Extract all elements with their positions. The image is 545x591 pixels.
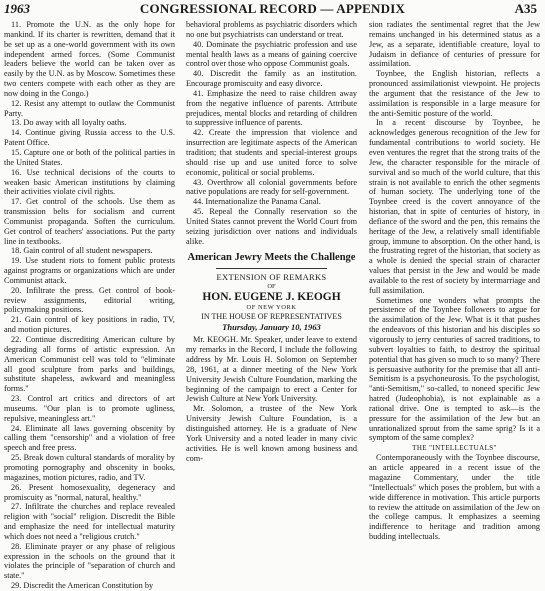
speaker-state: OF NEW YORK <box>246 304 297 312</box>
paragraph: 11. Promote the U.N. as the only hope for mankind. If its charter is rewritten, demand that it be set up as a one-world government with its own independent armed forces. (Some Communist leaders believe the world can be taken over as easily by the U.N. as by Moscow. Sometimes these two centers compete with each other as they are now doing in the Congo.) <box>4 20 175 98</box>
section-subhead: THE "INTELLECTUALS" <box>412 444 497 453</box>
paragraph: 18. Gain control of all student newspapers. <box>11 246 153 256</box>
paragraph: 22. Continue discrediting American culture by degrading all forms of artistic expression. An American Communist cell was told to "eliminate all good sculpture from parks and buildings, substitute shapeless, awkward and meaningless forms." <box>4 335 175 394</box>
paragraph: 26. Present homosexuality, degeneracy and promiscuity as "normal, natural, healthy." <box>4 482 175 502</box>
paragraph: 16. Use technical decisions of the courts to weaken basic American institutions by claiming their activities violate civil rights. <box>4 167 175 197</box>
header-year: 1963 <box>4 1 30 16</box>
page-header <box>0 0 545 18</box>
paragraph: 40. Dominate the psychiatric profession and use mental health laws as a means of gaining coercive control over those who oppose Communist goals. <box>186 39 357 69</box>
header-page-number: A35 <box>514 1 537 16</box>
paragraph: 25. Break down cultural standards of morality by promoting pornography and obscenity in books, magazines, motion pictures, radio, and TV. <box>4 453 175 482</box>
chamber-label: IN THE HOUSE OF REPRESENTATIVES <box>201 312 342 322</box>
paragraph: 42. Create the impression that violence and insurrection are legitimate aspects of the American tradition; that students and special-interest groups should rise up and use united force to solve economic, political or social problems. <box>186 128 357 177</box>
paragraph: 41. Emphasize the need to raise children away from the negative influence of parents. Attribute prejudices, mental blocks and retarding of children to suppressive influence of parents. <box>186 88 357 128</box>
paragraph: 17. Get control of the schools. Use them as transmission belts for socialism and current Communist propaganda. Soften the curriculum. Get control of teachers' associations. Put the party line in textbooks. <box>4 197 175 246</box>
extension-label: EXTENSION OF REMARKS <box>216 272 327 283</box>
paragraph: 27. Infiltrate the churches and replace revealed religion with "social" religion. Discredit the Bible and emphasize the need for intellectual maturity which does not need a "religious crutch." <box>4 502 175 541</box>
paragraph: sion radiates the sentimental regret that the Jew remains unchanged in his determined status as a Jew, as a separate, identifiable creature, loyal to Judaism in defiance of centuries of pressure for assimilation. <box>369 20 540 69</box>
paragraph: 23. Control art critics and directors of art museums. "Our plan is to promote ugliness, repulsive, meaningless art." <box>4 394 175 423</box>
session-date: Thursday, January 10, 1963 <box>222 322 321 333</box>
paragraph: 43. Overthrow all colonial governments before native populations are ready for self-government. <box>186 177 357 197</box>
paragraph: In a recent discourse by Toynbee, he acknowledges generous recognition of the Jew for fundamental contributions to world society. He even ventures the regret that the strong traits of the Jew, the character responsible for the miracle of survival and so much of the world culture, that this strain is not available to enrich the other segments of human society. The underlying tone of the Toynbee creed is the covert annoyance of the historian, that in spite of centuries of history, in defiance of the sword and the pen, this remains the heritage of the Jew, a relatively small identifiable group, immune to absorption. On the other hand, is the frustrating regret of the historian, that society as a whole is denied the special strain of character values that persist in the Jew and would be made available to the rest of society by intermarriage and full assimilation. <box>369 118 540 295</box>
column-1 <box>4 20 175 591</box>
paragraph: 19. Use student riots to foment public protests against programs or organizations which are under Communist attack. <box>4 256 175 285</box>
paragraph: Mr. KEOGH. Mr. Speaker, under leave to extend my remarks in the Record, I include the following address by Mr. Louis H. Solomon on September 28, 1961, at a dinner meeting of the New York University Jewish Culture Foundation, marking the beginning of the campaign to erect a Center for Jewish Culture at New York University. <box>186 335 357 404</box>
paragraph: Mr. Solomon, a trustee of the New York University Jewish Culture Foundation, is a distinguished attorney. He is a graduate of New York University and a noted leader in many civic activities. He is well known among business and com- <box>186 404 357 463</box>
paragraph: Contemporaneously with the Toynbee discourse, an article appeared in a recent issue of the magazine Commentary, under the title "Intellectuals" which poses the problem, but with a wide difference in motivation. This article purports to review the attitude on assimilation of the Jew on the college campus. It emphasizes a seeming indifference to heritage and tradition among budding intellectuals. <box>369 453 540 542</box>
paragraph: 21. Gain control of key positions in radio, TV, and motion pictures. <box>4 315 175 335</box>
divider <box>216 268 327 269</box>
paragraph: 12. Resist any attempt to outlaw the Communist Party. <box>4 98 175 118</box>
speaker-name: HON. EUGENE J. KEOGH <box>202 291 341 304</box>
paragraph: 28. Eliminate prayer or any phase of religious expression in the schools on the ground that it violates the principle of "separation of church and state." <box>4 541 175 581</box>
column-3 <box>369 20 540 542</box>
paragraph: 29. Discredit the American Constitution by <box>11 581 154 591</box>
paragraph: Toynbee, the English historian, reflects a pronounced assimilationist viewpoint. He projects the argument that the resistance of the Jew to assimilation is responsible in a large measure for the anti-Semitic posture of the world. <box>369 69 540 118</box>
paragraph: 20. Infiltrate the press. Get control of book-review assignments, editorial writing, policymaking positions. <box>4 285 175 315</box>
paragraph: 40. Discredit the family as an institution. Encourage promiscuity and easy divorce. <box>186 69 357 89</box>
of-label: OF <box>267 283 276 291</box>
paragraph: 45. Repeal the Connally reservation so the United States cannot prevent the World Court from seizing jurisdiction over nations and individuals alike. <box>186 207 357 246</box>
paragraph: 13. Do away with all loyalty oaths. <box>11 118 127 128</box>
paragraph: 14. Continue giving Russia access to the U.S. Patent Office. <box>4 128 175 148</box>
article-title: American Jewry Meets the Challenge <box>187 252 356 264</box>
paragraph: behavioral problems as psychiatric disorders which no one but psychiatrists can understand or treat. <box>186 20 357 39</box>
column-2 <box>186 20 357 463</box>
header-title: CONGRESSIONAL RECORD — APPENDIX <box>139 1 406 16</box>
paragraph: 15. Capture one or both of the political parties in the United States. <box>4 147 175 167</box>
paragraph: 24. Eliminate all laws governing obscenity by calling them "censorship" and a violation of free speech and free press. <box>4 423 175 453</box>
paragraph: 44. Internationalize the Panama Canal. <box>193 197 321 207</box>
paragraph: Sometimes one wonders what prompts the persistence of the Toynbee followers to argue for the assimilation of the Jew. What is it that pushes the endeavors of this historian and his disciples so vigorously to jerry centuries of sacred traditions, to subvert loyalties to faith, to destroy the spiritual potential that has given so much to so many? There is persuasive authority for the premise that all anti-Semitism is a psychoneurosis. To the psychologist, "anti-Semitism," so-called, to noneed specific Jew hatred (Judeophobia), is not explainable as a rational drive. One is tempted to ask—is the pressure for the assimilation of the Jew but an unrationalized sprout from the same sprig? Is it a symptom of the same complex? <box>369 295 540 443</box>
